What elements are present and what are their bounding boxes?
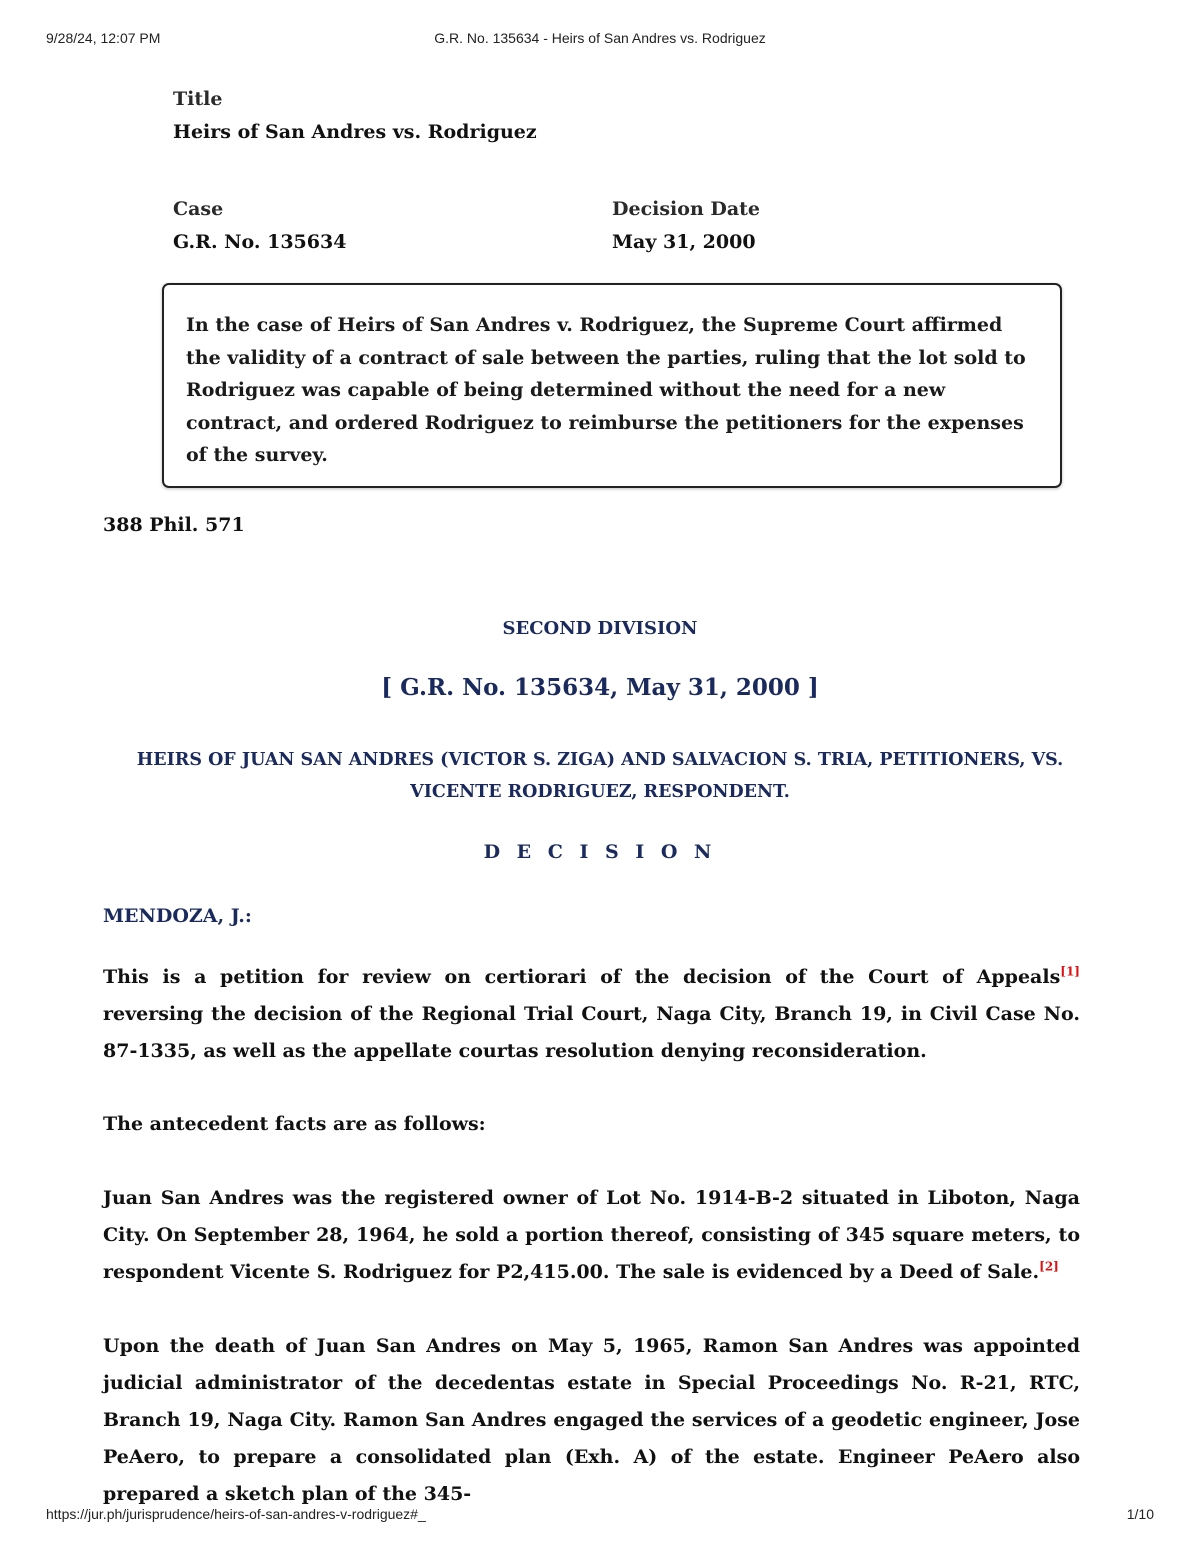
title-label: Title <box>173 88 223 110</box>
print-url: https://jur.ph/jurisprudence/heirs-of-san-andres-v-rodriguez#_ <box>46 1506 426 1522</box>
gr-heading: [ G.R. No. 135634, May 31, 2000 ] <box>381 674 819 701</box>
paragraph-3-text: Juan San Andres was the registered owner of Lot No. 1914-B-2 situated in Liboton, Naga City. On September 28, 1964, he sold a portion thereof, consisting of 345 square meters, to respondent Vicente S. Rodriguez for P2,415.00. The sale is evidenced by a Deed of Sale. <box>103 1187 1080 1283</box>
decision-heading: D E C I S I O N <box>483 841 717 863</box>
case-label: Case <box>173 198 224 220</box>
print-datetime: 9/28/24, 12:07 PM <box>46 30 161 46</box>
parties-line-1: HEIRS OF JUAN SAN ANDRES (VICTOR S. ZIGA) AND SALVACION S. TRIA, PETITIONERS, VS. <box>136 750 1064 770</box>
ponente: MENDOZA, J.: <box>103 905 252 927</box>
paragraph-1-text-b: reversing the decision of the Regional Trial Court, Naga City, Branch 19, in Civil Case No. 87-1335, as well as the appellate courtas resolution denying reconsideration. <box>103 1003 1080 1062</box>
paragraph-1 <box>103 959 1080 1070</box>
phil-reference: 388 Phil. 571 <box>103 514 245 536</box>
case-value: G.R. No. 135634 <box>173 231 347 253</box>
print-footer <box>46 1506 1154 1526</box>
paragraph-3 <box>103 1180 1080 1291</box>
decision-date-value: May 31, 2000 <box>612 231 756 253</box>
print-page-title: G.R. No. 135634 - Heirs of San Andres vs. Rodriguez <box>434 30 766 46</box>
summary-text: In the case of Heirs of San Andres v. Rodriguez, the Supreme Court affirmed the validity of a contract of sale between the parties, ruling that the lot sold to Rodriguez was capable of being determined without the need for a new contract, and ordered Rodriguez to reimburse the petitioners for the expenses of the survey. <box>186 314 1026 466</box>
page-number: 1/10 <box>1126 1506 1154 1522</box>
paragraph-1-text-a: This is a petition for review on certiorari of the decision of the Court of Appeals <box>103 966 1061 988</box>
footnote-link-1[interactable]: [1] <box>1060 964 1080 979</box>
summary-box <box>162 283 1062 488</box>
print-header <box>46 30 1154 50</box>
paragraph-2: The antecedent facts are as follows: <box>103 1113 486 1135</box>
division-heading: SECOND DIVISION <box>502 618 698 639</box>
decision-date-label: Decision Date <box>612 198 761 220</box>
title-value: Heirs of San Andres vs. Rodriguez <box>173 121 537 143</box>
paragraph-4: Upon the death of Juan San Andres on May 5, 1965, Ramon San Andres was appointed judicial administrator of the decedentas estate in Special Proceedings No. R-21, RTC, Branch 19, Naga City. Ramon San Andres engaged the services of a geodetic engineer, Jose PeAero, to prepare a consolidated plan (Exh. A) of the estate. Engineer PeAero also prepared a sketch plan of the 345- <box>103 1335 1080 1505</box>
parties-heading <box>100 744 1100 808</box>
footnote-link-2[interactable]: [2] <box>1039 1259 1059 1274</box>
parties-line-2: VICENTE RODRIGUEZ, RESPONDENT. <box>410 782 790 802</box>
